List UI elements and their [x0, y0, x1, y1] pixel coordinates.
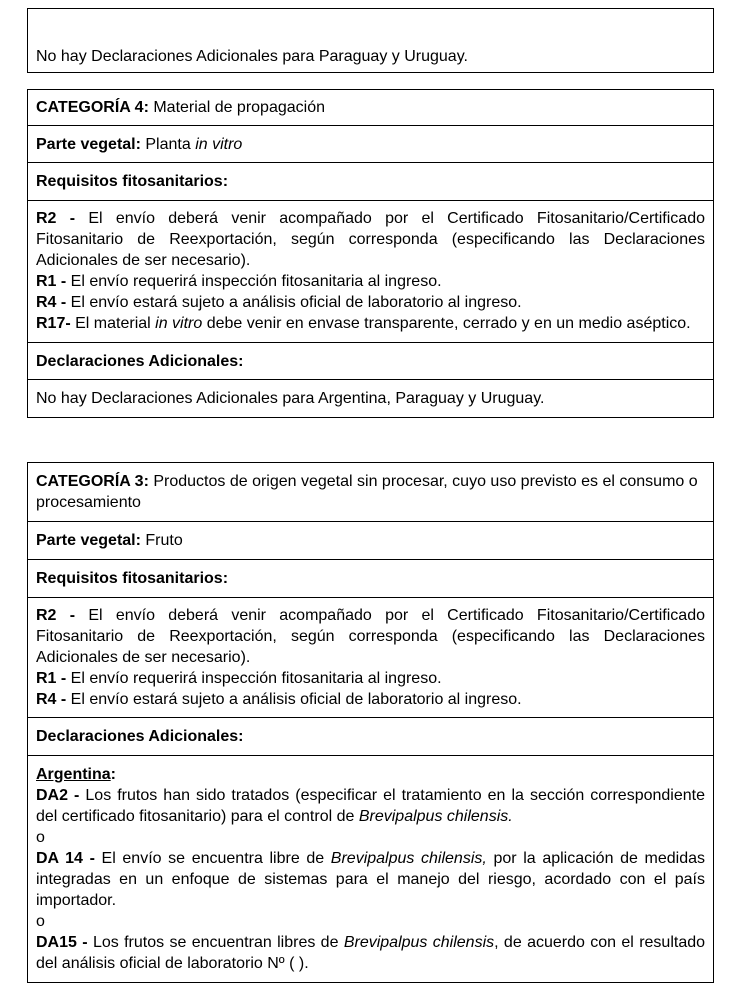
requirement-text: El envío requerirá inspección fitosanitaria al ingreso.	[66, 273, 442, 290]
plant-part-row	[28, 522, 714, 560]
declaration-code: DA15 -	[36, 934, 88, 951]
requirement-r4	[36, 292, 705, 313]
declaration-code: DA2 -	[36, 787, 80, 804]
category-row	[28, 90, 714, 126]
requirements-cell	[28, 598, 714, 718]
requirement-text: El material	[70, 315, 156, 332]
requirement-text: El envío estará sujeto a análisis oficial de laboratorio al ingreso.	[66, 691, 522, 708]
requirement-code: R4 -	[36, 691, 67, 708]
or-separator: o	[36, 829, 45, 846]
requirement-r4	[36, 689, 705, 710]
requirements-header: Requisitos fitosanitarios:	[28, 163, 714, 201]
additional-declarations-cell	[28, 9, 714, 73]
additional-declarations-text: No hay Declaraciones Adicionales para Argentina, Paraguay y Uruguay.	[28, 380, 714, 418]
plant-part-label: Parte vegetal:	[36, 135, 141, 153]
requirement-italic: in vitro	[155, 315, 203, 332]
declaration-text: , de acuerdo con el resultado del análisis oficial de laboratorio Nº ( ).	[36, 934, 706, 972]
declaration-italic: Brevipalpus chilensis.	[358, 808, 513, 825]
declaration-da2	[36, 785, 705, 827]
requirement-r1	[36, 271, 705, 292]
requirement-r2	[36, 208, 705, 271]
category-value: Material de propagación	[148, 99, 325, 116]
requirement-text: debe venir en envase transparente, cerrado y en un medio aséptico.	[202, 315, 691, 332]
requirement-code: R2 -	[36, 210, 76, 227]
country-name: Argentina	[36, 766, 111, 783]
plant-part-italic: in vitro	[195, 135, 243, 153]
requirement-text: El envío deberá venir acompañado por el Certificado Fitosanitario/Certificado Fitosanitario de Reexportación, según corresponda (especificando las Declaraciones Adicionales de ser necesario).	[36, 607, 706, 666]
declaration-italic: Brevipalpus chilensis,	[330, 850, 487, 867]
category-4-table	[27, 89, 714, 418]
category-label: CATEGORÍA 4:	[36, 99, 149, 116]
plant-part-value: Planta	[140, 135, 196, 153]
category-label: CATEGORÍA 3:	[36, 473, 149, 490]
requirement-r1	[36, 668, 705, 689]
country-colon: :	[110, 766, 116, 783]
additional-declarations-header: Declaraciones Adicionales:	[28, 718, 714, 756]
requirement-text: El envío requerirá inspección fitosanitaria al ingreso.	[66, 670, 442, 687]
declaration-text: Los frutos se encuentran libres de	[87, 934, 344, 951]
country-heading	[36, 764, 705, 785]
category-row	[28, 463, 714, 522]
requirement-code: R17-	[36, 315, 71, 332]
requirement-r17	[36, 313, 705, 334]
requirement-code: R4 -	[36, 294, 67, 311]
requirement-code: R2 -	[36, 607, 76, 624]
declaration-da14	[36, 848, 705, 911]
declaration-da15	[36, 932, 705, 974]
or-separator: o	[36, 913, 45, 930]
plant-part-value: Fruto	[140, 532, 183, 549]
declaration-italic: Brevipalpus chilensis	[343, 934, 495, 951]
requirements-header: Requisitos fitosanitarios:	[28, 560, 714, 598]
declaration-text: El envío se encuentra libre de	[94, 850, 331, 867]
declaration-text: Los frutos han sido tratados (especificar el tratamiento en la sección correspondiente del certificado fitosanitario) para el control de	[36, 787, 705, 825]
previous-section-table	[27, 8, 714, 73]
plant-part-label: Parte vegetal:	[36, 532, 141, 549]
category-3-table	[27, 462, 714, 983]
additional-declarations-text: No hay Declaraciones Adicionales para Paraguay y Uruguay.	[36, 48, 468, 65]
category-value: Productos de origen vegetal sin procesar, cuyo uso previsto es el consumo o procesamiento	[36, 473, 698, 511]
requirement-code: R1 -	[36, 670, 67, 687]
plant-part-row	[28, 126, 714, 163]
requirement-code: R1 -	[36, 273, 67, 290]
requirement-text: El envío estará sujeto a análisis oficial de laboratorio al ingreso.	[66, 294, 522, 311]
additional-declarations-header: Declaraciones Adicionales:	[28, 343, 714, 380]
requirement-text: El envío deberá venir acompañado por el Certificado Fitosanitario/Certificado Fitosanitario de Reexportación, según corresponda (especificando las Declaraciones Adicionales de ser necesario).	[36, 210, 706, 269]
additional-declarations-cell	[28, 756, 714, 983]
declaration-text: por la aplicación de medidas integradas en un enfoque de sistemas para el manejo del riesgo, acordado con el país importador.	[36, 850, 706, 909]
requirement-r2	[36, 605, 705, 668]
requirements-cell	[28, 201, 714, 343]
declaration-code: DA 14 -	[36, 850, 95, 867]
